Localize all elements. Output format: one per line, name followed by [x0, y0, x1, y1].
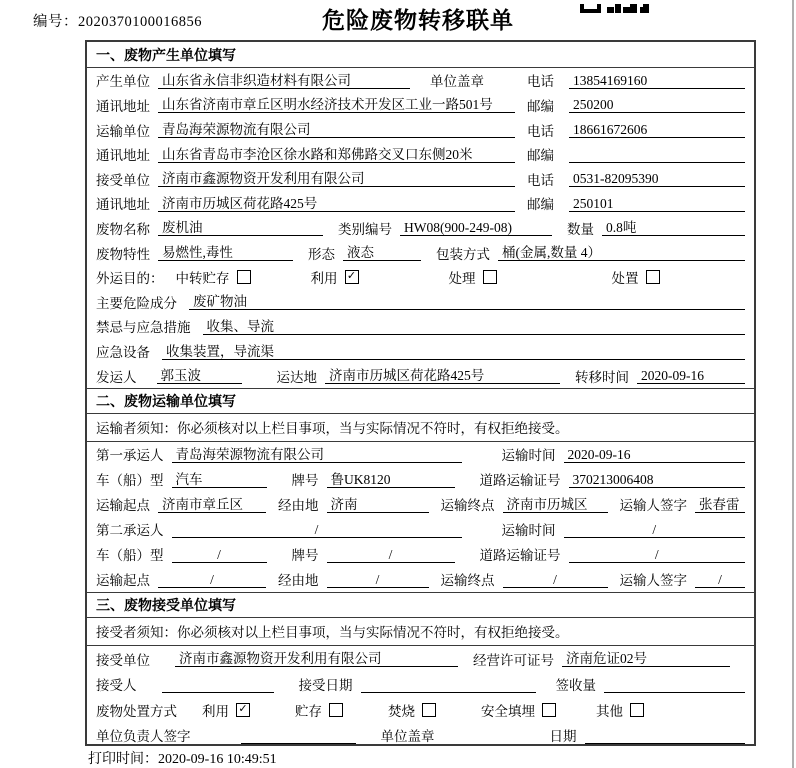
row-producer-address: [87, 93, 754, 118]
phone-label: 电话: [527, 74, 554, 90]
category-label: 类别编号: [338, 221, 392, 237]
row-emergency-equipment: [87, 339, 754, 364]
page-edge-line: [792, 0, 794, 768]
origin-label: 运输起点: [96, 573, 150, 589]
receiver-address-value: 济南市历城区荷花路425号: [158, 195, 515, 212]
transporter-zip-value: [569, 146, 745, 163]
producer-phone-value: 13854169160: [569, 72, 745, 89]
endpoint-label: 运输终点: [440, 573, 495, 589]
license-label: 经营许可证号: [473, 652, 554, 668]
vehicle-type2-value: /: [172, 546, 267, 563]
origin2-value: /: [158, 571, 266, 588]
endpoint1-value: 济南市历城区: [503, 496, 608, 513]
recipient-value: [162, 676, 274, 693]
section-receiver-title: 三、废物接受单位填写: [87, 592, 754, 618]
purpose-label: 外运目的：: [96, 271, 164, 287]
zip-label: 邮编: [527, 98, 554, 114]
print-time: [88, 748, 277, 768]
equipment-value: 收集装置，导流渠: [162, 343, 745, 360]
vehicle-type-label: 车（船）型: [96, 473, 164, 489]
carrier-sign1-value: 张春雷: [695, 496, 745, 513]
print-time-label: 打印时间：: [88, 752, 158, 767]
form-label: 形态: [308, 246, 335, 262]
checkbox-disposal-other: [630, 703, 644, 717]
waste-name-value: 废机油: [158, 219, 323, 236]
transporter-notice: 运输者须知：你必须核对以上栏目事项，当与实际情况不符时，有权拒绝接受。: [87, 414, 754, 442]
checkbox-transfer-storage: [237, 270, 251, 284]
purpose-option-treat: [449, 267, 497, 287]
receiver-notice: 接受者须知：你必须核对以上栏目事项，当与实际情况不符时，有权拒绝接受。: [87, 618, 754, 646]
received-qty-label: 签收量: [555, 678, 596, 694]
carrier-sign2-value: /: [695, 571, 745, 588]
option-label: 安全填埋: [481, 703, 535, 719]
row-transporter: [87, 117, 754, 142]
option-label: 利用: [310, 271, 338, 287]
taboo-label: 禁忌与应急措施: [96, 320, 191, 336]
license-value: 济南危证02号: [562, 650, 730, 667]
row-transporter-address: [87, 142, 754, 167]
option-label: 利用: [202, 703, 229, 719]
zip-label: 邮编: [527, 148, 554, 164]
row-head-signature: [87, 722, 754, 748]
plate-label: 牌号: [291, 548, 319, 564]
producer-label: 产生单位: [96, 74, 150, 90]
date-label: 日期: [549, 729, 577, 745]
transport-time-label: 运输时间: [501, 523, 556, 539]
checkbox-disposal-utilize: ✓: [236, 703, 250, 717]
producer-zip-value: 250200: [569, 96, 745, 113]
origin-label: 运输起点: [96, 498, 150, 514]
option-label: 处置: [611, 271, 639, 287]
purpose-option-dispose: [612, 267, 660, 287]
receiver-value: 济南市鑫源物资开发利用有限公司: [158, 170, 515, 187]
phone-label: 电话: [527, 123, 554, 139]
row-vehicle-2: [87, 542, 754, 567]
disposal-option-storage: [295, 700, 343, 720]
character-label: 废物特性: [96, 246, 150, 262]
carrier2-value: /: [172, 521, 462, 538]
section-receiver: [87, 592, 754, 748]
transporter-phone-value: 18661672606: [569, 121, 745, 138]
producer-address-value: 山东省济南市章丘区明水经济技术开发区工业一路501号: [158, 96, 515, 113]
transport-time2-value: /: [564, 521, 746, 538]
receiver-zip-value: 250101: [569, 195, 745, 212]
recipient-label: 接受人: [96, 678, 137, 694]
road-permit-label: 道路运输证号: [479, 548, 561, 564]
carrier1-value: 青岛海荣源物流有限公司: [172, 446, 462, 463]
purpose-option-transfer-storage: [176, 267, 251, 287]
section-producer: [87, 42, 754, 388]
page-title: 危险废物转移联单: [322, 8, 514, 33]
checkbox-disposal-incinerate: [422, 703, 436, 717]
road-permit-label: 道路运输证号: [479, 473, 561, 489]
disposal-option-incinerate: [388, 700, 436, 720]
transport-time-label: 运输时间: [501, 448, 556, 464]
quantity-label: 数量: [567, 221, 594, 237]
vehicle-type-label: 车（船）型: [96, 548, 164, 564]
row-route-2: [87, 567, 754, 592]
section-transporter-title: 二、废物运输单位填写: [87, 388, 754, 414]
transporter-label: 运输单位: [96, 123, 150, 139]
transfer-time-value: 2020-09-16: [637, 367, 745, 384]
character-value: 易燃性,毒性: [158, 244, 293, 261]
doc-number-label: 编号：: [33, 14, 78, 30]
checkbox-disposal-storage: [329, 703, 343, 717]
endpoint-label: 运输终点: [440, 498, 495, 514]
row-carrier-2: [87, 517, 754, 542]
receive-unit-label: 接受单位: [96, 652, 150, 668]
category-value: HW08(900-249-08): [400, 219, 552, 236]
origin1-value: 济南市章丘区: [158, 496, 266, 513]
option-label: 其他: [596, 703, 623, 719]
row-recipient: [87, 671, 754, 697]
carrier2-label: 第二承运人: [96, 523, 164, 539]
waste-name-label: 废物名称: [96, 221, 150, 237]
consignor-label: 发运人: [96, 369, 137, 385]
receive-date-value: [361, 676, 536, 693]
row-vehicle-1: [87, 467, 754, 492]
head-sign-label: 单位负责人签字: [96, 729, 191, 745]
hazard-value: 废矿物油: [189, 293, 745, 310]
packing-value: 桶(金属,数量 4）: [498, 244, 745, 261]
plate-label: 牌号: [291, 473, 319, 489]
phone-label: 电话: [527, 172, 554, 188]
transporter-value: 青岛海荣源物流有限公司: [158, 121, 515, 138]
option-label: 中转贮存: [175, 271, 230, 287]
via-label: 经由地: [278, 498, 319, 514]
form-value: 液态: [343, 244, 421, 261]
checkbox-disposal-landfill: [542, 703, 556, 717]
print-time-value: 2020-09-16 10:49:51: [158, 752, 277, 767]
option-label: 处理: [448, 271, 476, 287]
disposal-option-landfill: [481, 700, 556, 720]
carrier-sign-label: 运输人签字: [619, 498, 687, 514]
row-waste-character: [87, 240, 754, 265]
row-producer: [87, 68, 754, 93]
taboo-value: 收集、导流: [203, 318, 746, 335]
date-value: [585, 727, 746, 744]
address-label: 通讯地址: [96, 197, 150, 213]
quantity-value: 0.8吨: [602, 219, 745, 236]
plate1-value: 鲁UK8120: [327, 471, 455, 488]
section-producer-title: 一、废物产生单位填写: [87, 42, 754, 68]
row-hazard-component: [87, 289, 754, 314]
hazard-label: 主要危险成分: [96, 295, 177, 311]
address-label: 通讯地址: [96, 148, 150, 164]
purpose-option-utilize: [311, 267, 359, 287]
head-sign-value: [241, 727, 356, 744]
transporter-address-value: 山东省青岛市李沧区徐水路和郑佛路交叉口东侧20米: [158, 146, 515, 163]
row-transfer-purpose: [87, 265, 754, 290]
checkbox-treat: [483, 270, 497, 284]
via2-value: /: [327, 571, 429, 588]
address-label: 通讯地址: [96, 98, 150, 114]
zip-label: 邮编: [527, 197, 554, 213]
row-taboo-measures: [87, 314, 754, 339]
equipment-label: 应急设备: [96, 345, 150, 360]
row-route-1: [87, 492, 754, 517]
disposal-option-utilize: [202, 700, 250, 720]
carrier-sign-label: 运输人签字: [619, 573, 687, 589]
unit-seal-label: 单位盖章: [430, 74, 484, 90]
via1-value: 济南: [327, 496, 429, 513]
option-label: 贮存: [295, 703, 322, 719]
checkbox-dispose: [646, 270, 660, 284]
row-carrier-1: [87, 442, 754, 467]
section-transporter: [87, 388, 754, 592]
option-label: 焚烧: [388, 703, 415, 719]
via-label: 经由地: [278, 573, 319, 589]
road-permit1-value: 370213006408: [569, 471, 746, 488]
receiver-label: 接受单位: [96, 172, 150, 188]
doc-number-value: 2020370100016856: [78, 14, 202, 30]
row-consignor: [87, 363, 754, 388]
carrier1-label: 第一承运人: [96, 448, 164, 464]
destination-label: 运达地: [276, 369, 317, 385]
road-permit2-value: /: [569, 546, 746, 563]
disposal-label: 废物处置方式: [96, 703, 177, 719]
endpoint2-value: /: [503, 571, 608, 588]
qr-code-fragment: [580, 0, 650, 18]
row-receiver-address: [87, 191, 754, 216]
row-receiver: [87, 166, 754, 191]
packing-label: 包装方式: [436, 246, 490, 262]
receive-date-label: 接受日期: [298, 678, 353, 694]
row-receive-unit: [87, 646, 754, 672]
row-disposal-method: [87, 697, 754, 723]
checkbox-utilize: ✓: [345, 270, 359, 284]
consignor-value: 郭玉波: [157, 367, 242, 384]
row-waste-name: [87, 216, 754, 241]
transfer-time-label: 转移时间: [575, 369, 629, 385]
receiver-phone-value: 0531-82095390: [569, 170, 745, 187]
manifest-table: [85, 40, 756, 746]
disposal-option-other: [596, 700, 644, 720]
vehicle-type1-value: 汽车: [172, 471, 267, 488]
transport-time1-value: 2020-09-16: [564, 446, 746, 463]
destination-value: 济南市历城区荷花路425号: [325, 367, 560, 384]
received-qty-value: [604, 676, 745, 693]
plate2-value: /: [327, 546, 455, 563]
unit-seal-label: 单位盖章: [380, 729, 435, 745]
receive-unit-value: 济南市鑫源物资开发利用有限公司: [175, 650, 458, 667]
producer-value: 山东省永信非织造材料有限公司: [158, 72, 410, 89]
